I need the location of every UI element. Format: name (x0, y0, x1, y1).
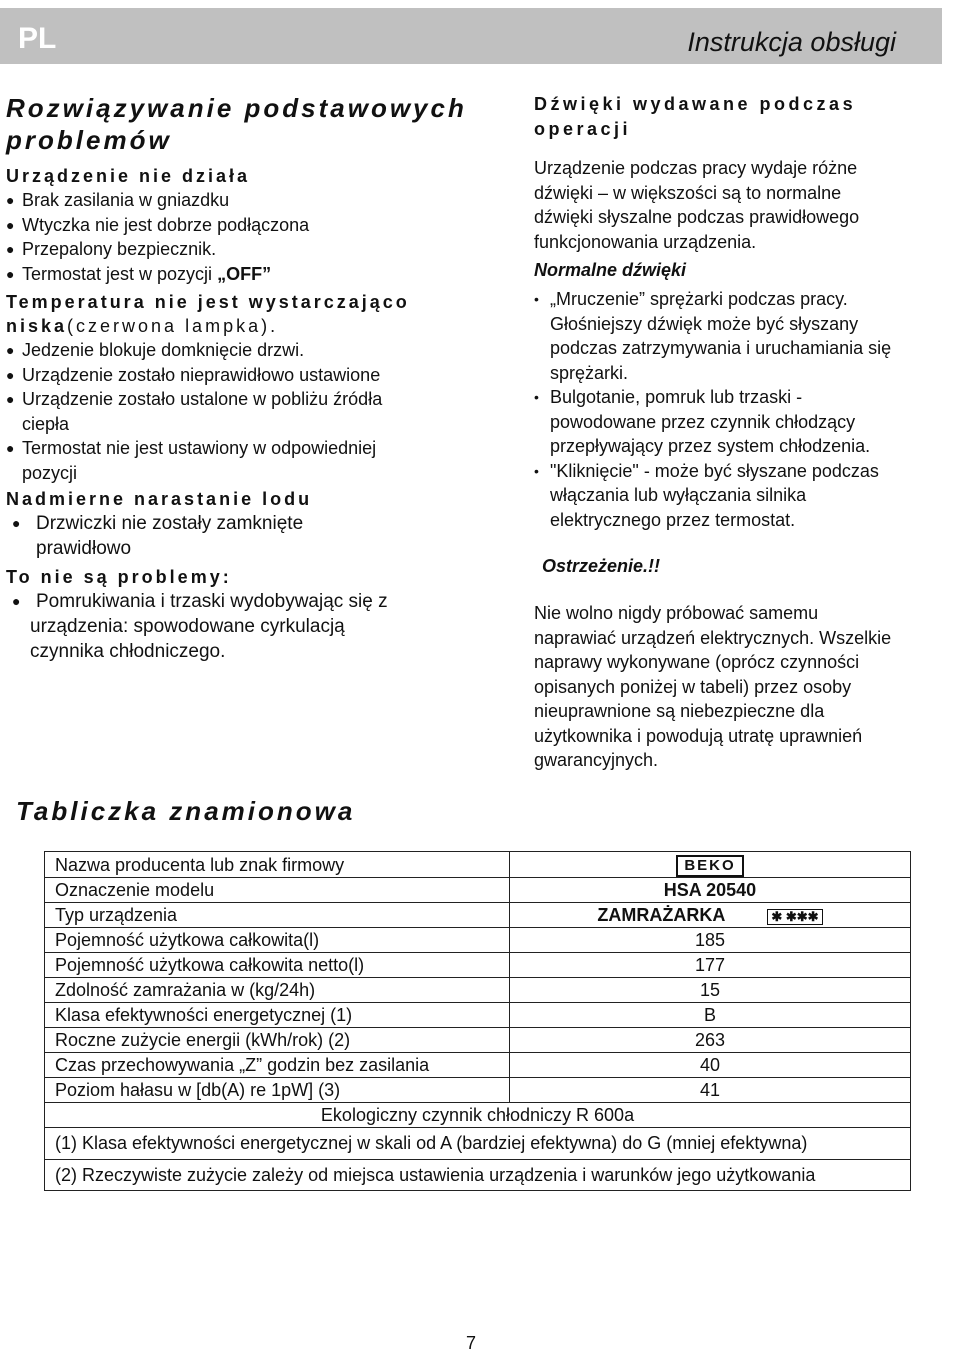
group-heading-not-working: Urządzenie nie działa (6, 166, 251, 186)
table-row: Nazwa producenta lub znak firmowy BEKO (45, 852, 911, 878)
bullet-icon: ● (6, 391, 15, 407)
bullet-icon: • (534, 462, 539, 479)
list-item-continuation: ciepła (22, 413, 70, 434)
list-item: ● Pomrukiwania i trzaski wydobywając się z (12, 591, 388, 612)
list-item-continuation: urządzenia: spowodowane cyrkulacją (30, 616, 345, 637)
list-item: ● Urządzenie zostało ustalone w pobliżu źródła (6, 387, 506, 412)
beko-logo: BEKO (676, 855, 743, 877)
bullet-icon: ● (6, 440, 15, 456)
list-item: • "Kliknięcie" - może być słyszane podczas włączania lub wyłączania silnika elektrycznego przez termostat. (534, 459, 960, 533)
bullet-icon: ● (6, 216, 15, 233)
bullet-icon: ● (6, 192, 15, 208)
bullet-icon: ● (12, 515, 21, 531)
footnote-2: (2) Rzeczywiste zużycie zależy od miejsca ustawienia urządzenia i warunków jego użytkowania (45, 1159, 911, 1191)
list-item-continuation: prawidłowo (36, 538, 132, 559)
bullet-icon: ● (6, 342, 15, 358)
refrigerant-row: Ekologiczny czynnik chłodniczy R 600a (45, 1103, 911, 1128)
footnote-1: (1) Klasa efektywności energetycznej w skali od A (bardziej efektywna) do G (mniej efektywna) (45, 1128, 911, 1160)
page-number: 7 (465, 1333, 476, 1353)
table-row: Typ urządzenia ZAMRAŻARKA ✱ ✱✱✱ (45, 903, 911, 928)
freezer-star-rating-icon: ✱ ✱✱✱ (767, 909, 822, 925)
troubleshooting-section (6, 92, 506, 664)
table-row (45, 1128, 911, 1160)
list-item: • Bulgotanie, pomruk lub trzaski - powodowane przez czynnik chłodzący przepływający przez system chłodzenia. (534, 385, 960, 459)
language-code: PL (18, 22, 57, 55)
bullet-icon: ● (12, 593, 21, 609)
bullet-icon: ● (6, 366, 15, 383)
bullet-icon: ● (6, 241, 15, 257)
sounds-title: Dźwięki wydawane podczas operacji (534, 94, 857, 139)
normal-sounds-heading: Normalne dźwięki (534, 260, 687, 280)
table-row: Pojemność użytkowa całkowita netto(l) 177 (45, 953, 911, 978)
warning-text: Nie wolno nigdy próbować samemu naprawiać urządzeń elektrycznych. Wszelkie naprawy wykonywane (oprócz czynności opisanych poniżej w tabeli) przez osoby nieuprawnione są niebezpieczne dla użytkownika i powodują utratę uprawnień gwarancyjnych. (534, 603, 892, 770)
bullet-icon: • (534, 291, 539, 307)
document-title: Instrukcja obsługi (687, 27, 896, 57)
list-item: ● Urządzenie zostało nieprawidłowo ustawione (6, 363, 506, 388)
troubleshooting-title: Rozwiązywanie podstawowych problemów (6, 93, 467, 155)
table-row: Roczne zużycie energii (kWh/rok) (2) 263 (45, 1028, 911, 1053)
table-row: Czas przechowywania „Z” godzin bez zasilania 40 (45, 1053, 911, 1078)
rating-plate-title: Tabliczka znamionowa (16, 796, 356, 826)
bullet-icon: ● (6, 265, 15, 282)
list-item: ● Termostat nie jest ustawiony w odpowiedniej (6, 436, 506, 461)
list-item: ● Drzwiczki nie zostały zamknięte (12, 513, 304, 534)
bullet-icon: • (534, 389, 539, 405)
group-heading-temperature: Temperatura nie jest wystarczająco niska(czerwona lampka). (6, 292, 410, 336)
rating-plate-table (44, 851, 911, 1191)
table-row: Oznaczenie modelu HSA 20540 (45, 878, 911, 903)
header-bar (0, 8, 942, 64)
warning-heading: Ostrzeżenie.!! (542, 556, 661, 576)
list-item: ● Brak zasilania w gniazdku (6, 188, 506, 213)
sounds-intro: Urządzenie podczas pracy wydaje różne dźwięki – w większości są to normalne dźwięki słyszalne podczas prawidłowego funkcjonowania urządzenia. (534, 158, 860, 252)
list-item: ● Przepalony bezpiecznik. (6, 237, 506, 262)
list-item: ● Termostat jest w pozycji „OFF” (6, 262, 506, 287)
table-row (45, 1159, 911, 1191)
list-item: • „Mruczenie” sprężarki podczas pracy. Głośniejszy dźwięk może być słyszany podczas zatrzymywania i uruchamiania się sprężarki. (534, 287, 960, 385)
table-row: Poziom hałasu w [db(A) re 1pW] (3) 41 (45, 1078, 911, 1103)
list-item-continuation: czynnika chłodniczego. (30, 641, 226, 662)
list-item: ● Jedzenie blokuje domknięcie drzwi. (6, 338, 506, 363)
group-heading-not-problems: To nie są problemy: (6, 567, 232, 587)
table-row: Zdolność zamrażania w (kg/24h) 15 (45, 978, 911, 1003)
list-item: ● Wtyczka nie jest dobrze podłączona (6, 213, 506, 238)
list-item-continuation: pozycji (22, 462, 78, 483)
sounds-section (534, 92, 960, 773)
table-row (45, 1103, 911, 1128)
group-heading-ice: Nadmierne narastanie lodu (6, 489, 313, 509)
table-row: Pojemność użytkowa całkowita(l) 185 (45, 928, 911, 953)
table-row: Klasa efektywności energetycznej (1) B (45, 1003, 911, 1028)
